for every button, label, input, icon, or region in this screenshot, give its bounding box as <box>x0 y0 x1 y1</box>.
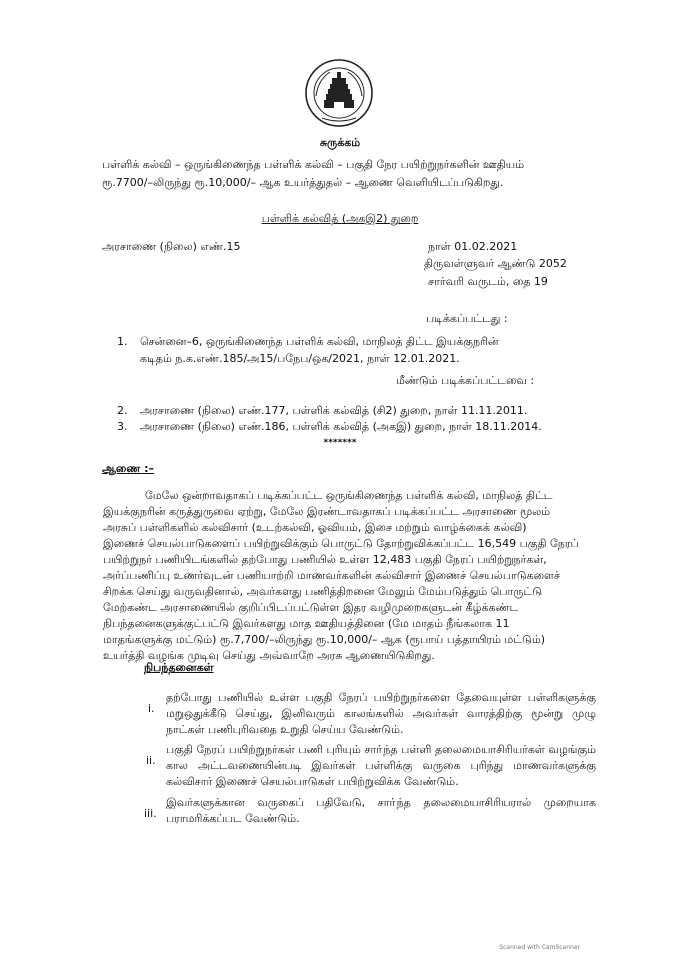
orders-heading: ஆணை :– <box>102 462 155 475</box>
body-line-10: மாதங்களுக்கு மட்டும்) ரூ.7,700/–லிருந்து ரூ.10,000/– ஆக (ரூபாய் பத்தாயிரம் மட்டும்) <box>103 633 545 646</box>
tamil-month-date: சார்வரி வருடம், தை 19 <box>428 275 548 288</box>
reread-heading: மீண்டும் படிக்கப்பட்டவை : <box>396 374 535 387</box>
read-item-1-line-2: கடிதம் ந.க.எண்.185/அ15/பநேப/ஒக/2021, நாள் 12.01.2021. <box>140 352 460 365</box>
separator-stars: ******* <box>323 438 357 448</box>
condition-1-text: தற்போது பணியில் உள்ள பகுதி நேரப் பயிற்றுநர்களை தேவையுள்ள பள்ளிகளுக்கு மறுஒதுக்கீடு செய்து, இனிவரும் காலங்களில் அவர்கள் வாரத்திற்கு மூன்று முழு நாட்கள் பணிபுரிவதை உறுதி செய்ய வேண்டும். <box>166 691 596 736</box>
condition-1-number: i. <box>148 702 155 715</box>
body-line-6: அர்ப்பணிப்பு உணர்வுடன் பணியாற்றி மாணவர்களின் கல்விசார் இணைச் செயல்பாடுகளைச் <box>103 569 561 582</box>
order-date: நாள் 01.02.2021 <box>428 240 518 253</box>
condition-2-number: ii. <box>146 754 156 767</box>
read-heading: படிக்கப்பட்டது : <box>426 312 508 325</box>
condition-3-number: iii. <box>144 807 157 820</box>
read-item-2: அரசாணை (நிலை) எண்.177, பள்ளிக் கல்வித் (சி2) துறை, நாள் 11.11.2011. <box>140 404 528 417</box>
body-line-1: மேலே ஒன்றாவதாகப் படிக்கப்பட்ட ஒருங்கிணைந்த பள்ளிக் கல்வி, மாநிலத் திட்ட <box>145 489 553 502</box>
read-item-2-number: 2. <box>117 404 128 417</box>
body-line-3: அரசுப் பள்ளிகளில் கல்விசார் (உடற்கல்வி, ஓவியம், இசை மற்றும் வாழ்க்கைக் கல்வி) <box>103 521 527 534</box>
condition-2-text: பகுதி நேரப் பயிற்றுநர்கள் பணி புரியும் சாா்ந்த பள்ளி தலைமையாசிரியர்கள் வழங்கும் கால அட்டவணையின்படி இவர்கள் பள்ளிக்கு வருகை புரிந்து மாணவர்களுக்கு கல்விசார் இணைச் செயல்பாடுகள் பயிற்றுவிக்க வேண்டும். <box>166 743 596 788</box>
body-line-8: மேற்கண்ட அரசாணையில் குறிப்பிடப்பட்டுள்ள இதர வழிமுறைகளுடன் கீழ்க்கண்ட <box>103 601 519 614</box>
tamil-nadu-emblem-icon <box>304 58 374 128</box>
read-item-3-number: 3. <box>117 420 128 433</box>
body-line-7: சிறக்க செய்து வருவதினால், அவர்களது பணித்திறனை மேலும் மேம்படுத்தும் பொருட்டு <box>103 585 543 598</box>
summary-line-1: பள்ளிக் கல்வி – ஒருங்கிணைந்த பள்ளிக் கல்வி – பகுதி நேர பயிற்றுநர்களின் ஊதியம் <box>102 158 525 171</box>
department-heading: பள்ளிக் கல்வித் (அகஇ2) துறை <box>261 212 419 225</box>
body-line-4: இணைச் செயல்பாடுகளைப் பயிற்றுவிக்கும் பொருட்டு தோற்றுவிக்கப்பட்ட 16,549 பகுதி நேரப் <box>103 537 579 550</box>
order-body-paragraph <box>103 488 597 664</box>
summary-heading: சுருக்கம் <box>319 136 361 149</box>
read-item-3: அரசாணை (நிலை) எண்.186, பள்ளிக் கல்வித் (அகஇ) துறை, நாள் 18.11.2014. <box>140 420 542 433</box>
body-line-5: பயிற்றுநர் பணியிடங்களில் தற்போது பணியில் உள்ள 12,483 பகுதி நேரப் பயிற்றுநர்கள், <box>103 553 547 566</box>
body-line-9: நிபந்தனைகளுக்குட்பட்டு இவர்களது மாத ஊதியத்தினை (மே மாதம் நீங்கலாக 11 <box>103 617 510 630</box>
body-line-11: உயர்த்தி வழங்க முடிவு செய்து அவ்வாறே அரசு ஆணையிடுகிறது. <box>103 649 435 662</box>
summary-line-2: ரூ.7700/–லிருந்து ரூ.10,000/– ஆக உயர்த்துதல் – ஆணை வெளியிடப்படுகிறது. <box>102 176 504 189</box>
condition-3-text: இவர்களுக்கான வருகைப் பதிவேடு, சாா்ந்த தலைமையாசிரியரால் முறையாக பராமரிக்கப்பட வேண்டும். <box>166 796 596 825</box>
scanner-watermark: Scanned with CamScanner <box>499 944 580 951</box>
body-line-2: இயக்குநரின் கருத்துருவை ஏற்று, மேலே இரண்டாவதாகப் படிக்கப்பட்ட அரசாணை மூலம் <box>103 505 551 518</box>
order-number: அரசாணை (நிலை) எண்.15 <box>102 240 241 253</box>
read-item-1-line-1: சென்னை–6, ஒருங்கிணைந்த பள்ளிக் கல்வி, மாநிலத் திட்ட இயக்குநரின் <box>140 335 499 348</box>
read-item-1-number: 1. <box>117 335 128 348</box>
thiruvalluvar-year: திருவள்ளுவர் ஆண்டு 2052 <box>424 257 567 270</box>
conditions-heading: நிபந்தனைகள் <box>144 661 214 674</box>
